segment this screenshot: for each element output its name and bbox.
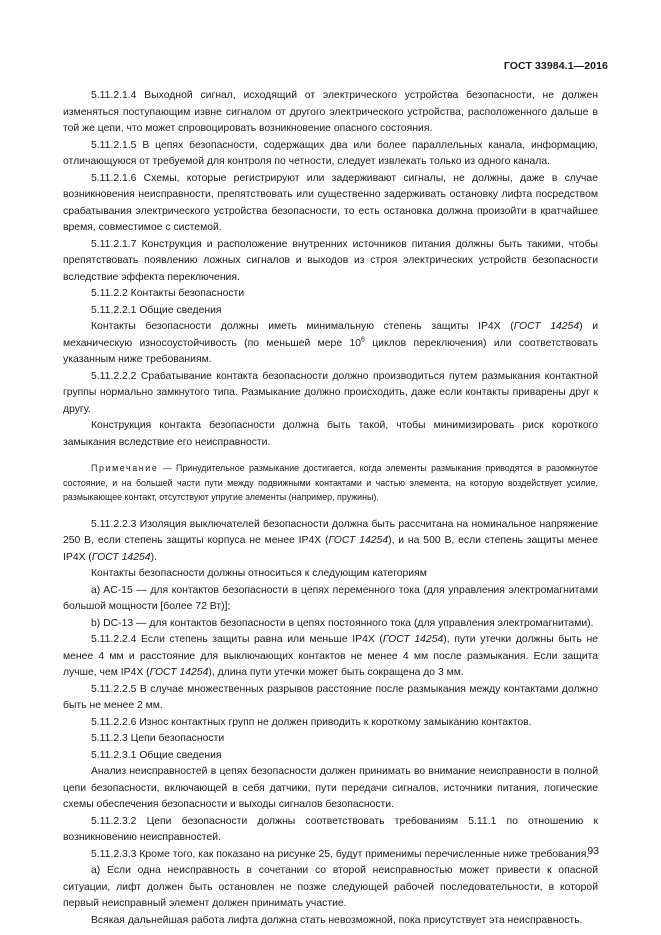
paragraph-5-11-2-1-5: 5.11.2.1.5 В цепях безопасности, содержащих два или более параллельных канала, информацию, отличающуюся от требуемой для контроля по четности, следует извлекать только из одного канала. <box>63 139 598 167</box>
section-heading-safety-circuits: 5.11.2.3 Цепи безопасности <box>91 733 225 744</box>
paragraph-further-operation: Всякая дальнейшая работа лифта должна стать невозможной, пока присутствует эта неисправность. <box>91 914 583 926</box>
standard-reference: ГОСТ 14254 <box>382 634 444 645</box>
paragraph-contact-design: Конструкция контакта безопасности должна быть такой, чтобы минимизировать риск короткого замыкания вследствие его неисправности. <box>63 420 598 448</box>
text-fragment: ), пути утечки должны быть не менее 4 мм и расстояние для выключающих контактов не менее 4 мм после размыкания. Если защита лучше, чем IP4X ( <box>63 634 598 678</box>
list-item-ac15: a) AC-15 — для контактов безопасности в цепях переменного тока (для управления электромагнитами большой мощности [более 72 Вт)]; <box>63 584 598 612</box>
paragraph-5-11-2-1-7: 5.11.2.1.7 Конструкция и расположение внутренних источников питания должны быть такими, чтобы препятствовать появлению ложных сигналов и выходов из строя электрических устройств безопасности вследствие эффекта переключения. <box>63 238 598 283</box>
section-heading-general-info: 5.11.2.2.1 Общие сведения <box>91 304 222 316</box>
document-body <box>63 88 598 929</box>
paragraph-5-11-2-3-2: 5.11.2.3.2 Цепи безопасности должны соответствовать требованиям 5.11.1 по отношению к возникновению неисправностей. <box>63 815 598 843</box>
text-fragment: Контакты безопасности должны иметь минимальную степень защиты IP4X ( <box>91 321 514 332</box>
paragraph-5-11-2-2-5: 5.11.2.2.5 В случае множественных разрывов расстояние после размыкания между контактами должно быть не менее 2 мм. <box>63 683 598 711</box>
note-label: Примечание <box>91 463 159 473</box>
note-block <box>63 461 598 505</box>
paragraph-5-11-2-2-2: 5.11.2.2.2 Срабатывание контакта безопасности должно производиться путем размыкания контактной группы нормально замкнутого типа. Размыкание должно происходить, даже если контакты приварены друг к другу. <box>63 370 598 415</box>
paragraph-5-11-2-2-6: 5.11.2.2.6 Износ контактных групп не должен приводить к короткому замыканию контактов. <box>91 716 532 728</box>
note-text: — Принудительное размыкание достигается, когда элементы размыкания приводятся в разомкнутое состояние, и на большей части пути между подвижными контактами и частью элемента, на которую воздействует усилие, размыкающее контакт, отсутствуют упругие элементы (например, пружины). <box>63 463 598 502</box>
page-number: 93 <box>587 845 599 857</box>
paragraph-contact-categories: Контакты безопасности должны относиться к следующим категориям <box>91 568 427 579</box>
text-fragment: 5.11.2.2.4 Если степень защиты равна или меньше IP4X ( <box>91 634 383 645</box>
text-fragment: ), длина пути утечки может быть сокращена до 3 мм. <box>208 667 464 678</box>
standard-reference: ГОСТ 14254 <box>513 321 580 332</box>
text-fragment: ) и механическую износоустойчивость (по меньшей мере 10 <box>63 321 598 349</box>
list-item-dc13: b) DC-13 — для контактов безопасности в цепях постоянного тока (для управления электромагнитами). <box>91 617 594 629</box>
paragraph-5-11-2-2-4 <box>63 632 598 682</box>
standard-reference: ГОСТ 14254 <box>91 551 151 563</box>
standard-reference: ГОСТ 14254 <box>328 535 389 546</box>
paragraph-5-11-2-2-3 <box>63 517 598 567</box>
paragraph-5-11-2-1-6: 5.11.2.1.6 Схемы, которые регистрируют или задерживают сигналы, не должны, даже в случае возникновения неисправности, препятствовать или существенно задерживать остановку лифта посредством срабатывания электрического устройства безопасности, то есть остановка должна произойти в кратчайшее время, совместимое с системой. <box>63 172 598 233</box>
paragraph-5-11-2-3-3: 5.11.2.3.3 Кроме того, как показано на рисунке 25, будут применимы перечисленные ниже требования. <box>91 848 590 860</box>
text-fragment: ), и на 500 В, если степень защиты менее IP4X ( <box>63 535 598 563</box>
paragraph-ip4x-requirements <box>63 319 598 369</box>
standard-reference: ГОСТ 14254 <box>149 667 209 678</box>
paragraph-fault-analysis: Анализ неисправностей в цепях безопасности должен принимать во внимание неисправности в полной цепи безопасности, включающей в себя датчики, пути передачи сигналов, источники питания, логические схемы обеспечения безопасности и выходы сигналов безопасности. <box>63 766 598 810</box>
text-fragment: циклов переключения) или соответствовать указанным ниже требованиям. <box>63 337 598 365</box>
standard-code-header: ГОСТ 33984.1—2016 <box>503 60 608 72</box>
text-fragment: 5.11.2.2.3 Изоляция выключателей безопасности должна быть рассчитана на номинальное напряжение 250 В, если степень защиты корпуса не менее IP4X ( <box>63 518 598 546</box>
section-heading-general-info-2: 5.11.2.3.1 Общие сведения <box>91 749 222 761</box>
text-fragment: ). <box>150 551 157 563</box>
list-item-a-fault: a) Если одна неисправность в сочетании со второй неисправностью может привести к опасной ситуации, лифт должен быть остановлен не позже следующей рабочей последовательности, в которой первый неисправный элемент должен принимать участие. <box>63 865 598 909</box>
section-heading-safety-contacts: 5.11.2.2 Контакты безопасности <box>91 288 245 299</box>
paragraph-5-11-2-1-4: 5.11.2.1.4 Выходной сигнал, исходящий от электрического устройства безопасности, не должен изменяться поступающим извне сигналом от другого электрического устройства, расположенного дальше в той же цепи, что может спровоцировать возникновение опасного состояния. <box>63 90 598 134</box>
superscript: 6 <box>360 336 365 344</box>
